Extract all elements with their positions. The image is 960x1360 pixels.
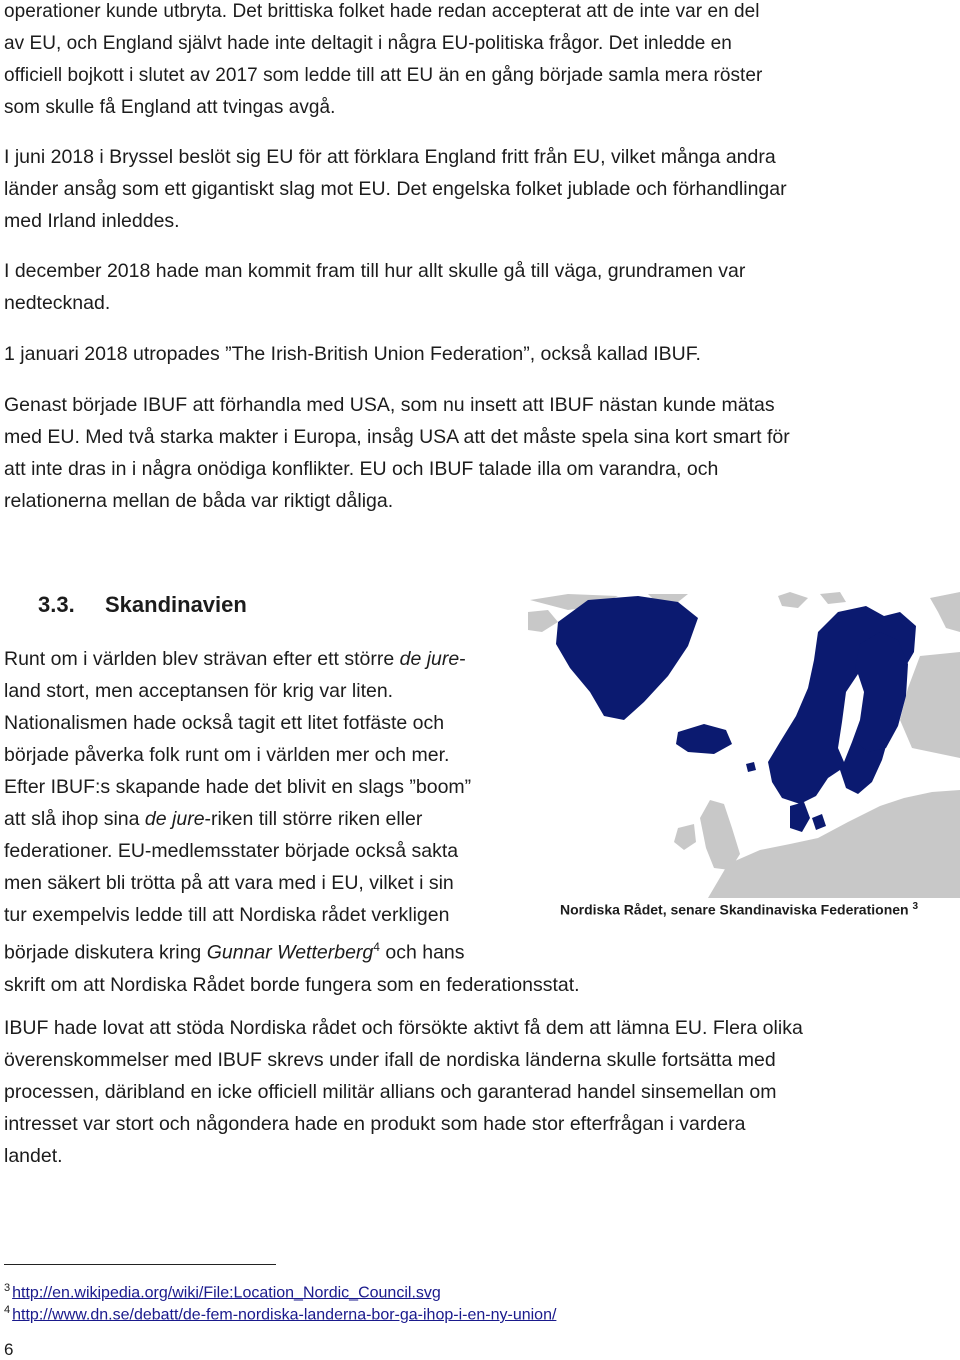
text-line: I december 2018 hade man kommit fram till hur allt skulle gå till väga, grundramen var [4,260,746,282]
text-line [4,643,580,675]
footnote-divider [4,1264,276,1265]
emphasis-text: de jure [399,648,460,670]
page-number: 6 [4,1340,14,1359]
text-segment: -riken till större riken eller [204,808,423,830]
footnote-4 [4,1299,556,1326]
text-line [4,931,580,969]
text-line: processen, däribland en icke officiell militär allians och garanterad handel sinsemellan om [4,1081,777,1103]
text-line: Nationalismen hade också tagit ett litet fotfäste och [4,712,445,734]
text-line: officiell bojkott i slutet av 2017 som ledde till att EU än en gång började samla mera röster [4,65,763,86]
text-line: överenskommelser med IBUF skrevs under ifall de nordiska länderna skulle fortsätta med [4,1049,776,1071]
text-line: relationerna mellan de båda var riktigt dåliga. [4,490,394,512]
paragraph-2 [4,141,787,237]
text-line: IBUF hade lovat att stöda Nordiska rådet och försökte aktivt få dem att lämna EU. Flera olika [4,1017,803,1039]
footnote-ref-4: 4 [373,940,380,954]
caption-footnote-ref: 3 [912,901,919,912]
nordic-council-map [528,592,960,898]
text-line: med Irland inleddes. [4,210,180,232]
text-line: operationer kunde utbryta. Det brittiska folket hade redan accepterat att de inte var en del [4,1,760,22]
emphasis-text: de jure [144,808,205,830]
text-segment: att slå ihop sina [4,808,145,830]
text-line: federationer. EU-medlemsstater började också sakta [4,840,459,862]
text-line: av EU, och England självt hade inte deltagit i några EU-politiska frågor. Det inledde en [4,33,732,54]
text-line: men säkert bli trötta på att vara med i EU, vilket i sin [4,872,454,894]
section-title: Skandinavien [105,592,247,617]
text-line: I juni 2018 i Bryssel beslöt sig EU för att förklara England fritt från EU, vilket många andra [4,146,776,168]
footnote-link[interactable]: http://en.wikipedia.org/wiki/File:Location_Nordic_Council.svg [12,1284,441,1302]
text-line: länder ansåg som ett gigantiskt slag mot EU. Det engelska folket jublade och förhandlingar [4,178,787,200]
text-line: Genast började IBUF att förhandla med USA, som nu insett att IBUF nästan kunde mätas [4,394,775,416]
paragraph-3 [4,255,745,319]
text-segment: och hans [379,941,465,964]
paragraph-5 [4,389,790,517]
text-line: skrift om att Nordiska Rådet borde fungera som en federationsstat. [4,973,580,996]
section-number: 3.3. [38,592,75,617]
footnote-link[interactable]: http://www.dn.se/debatt/de-fem-nordiska-landerna-bor-ga-ihop-i-en-ny-union/ [12,1306,557,1324]
text-line: med EU. Med två starka makter i Europa, insåg USA att det måste spela sina kort smart för [4,426,790,448]
caption-text: Nordiska Rådet, senare Skandinaviska Federationen [560,901,909,918]
text-segment: Runt om i världen blev strävan efter ett större [4,648,400,670]
footnote-number: 4 [4,1304,11,1316]
skandinavien-paragraph [4,643,580,1001]
text-segment: började diskutera kring [4,941,207,964]
footnote-number: 3 [4,1282,11,1294]
text-line: att inte dras in i några onödiga konflikter. EU och IBUF talade illa om varandra, och [4,458,719,480]
section-heading [38,589,247,621]
text-segment: - [459,648,466,670]
emphasis-text: Gunnar Wetterberg [206,941,374,964]
paragraph-ibuf [4,1012,803,1172]
text-line: började påverka folk runt om i världen mer och mer. [4,744,450,766]
text-line: nedtecknad. [4,292,111,314]
text-line: som skulle få England att tvingas avgå. [4,97,336,118]
text-line: Efter IBUF:s skapande hade det blivit en slags ”boom” [4,776,472,798]
figure-caption [560,896,918,921]
text-line: land stort, men acceptansen för krig var liten. [4,680,394,702]
paragraph-4 [4,338,701,370]
text-line [4,803,580,835]
text-line: intresset var stort och någondera hade en produkt som hade stor efterfrågan i vardera [4,1113,746,1135]
text-line: 1 januari 2018 utropades ”The Irish-British Union Federation”, också kallad IBUF. [4,343,701,365]
text-line: landet. [4,1145,63,1167]
paragraph-1 [4,0,762,124]
text-line: tur exempelvis ledde till att Nordiska rådet verkligen [4,904,450,926]
